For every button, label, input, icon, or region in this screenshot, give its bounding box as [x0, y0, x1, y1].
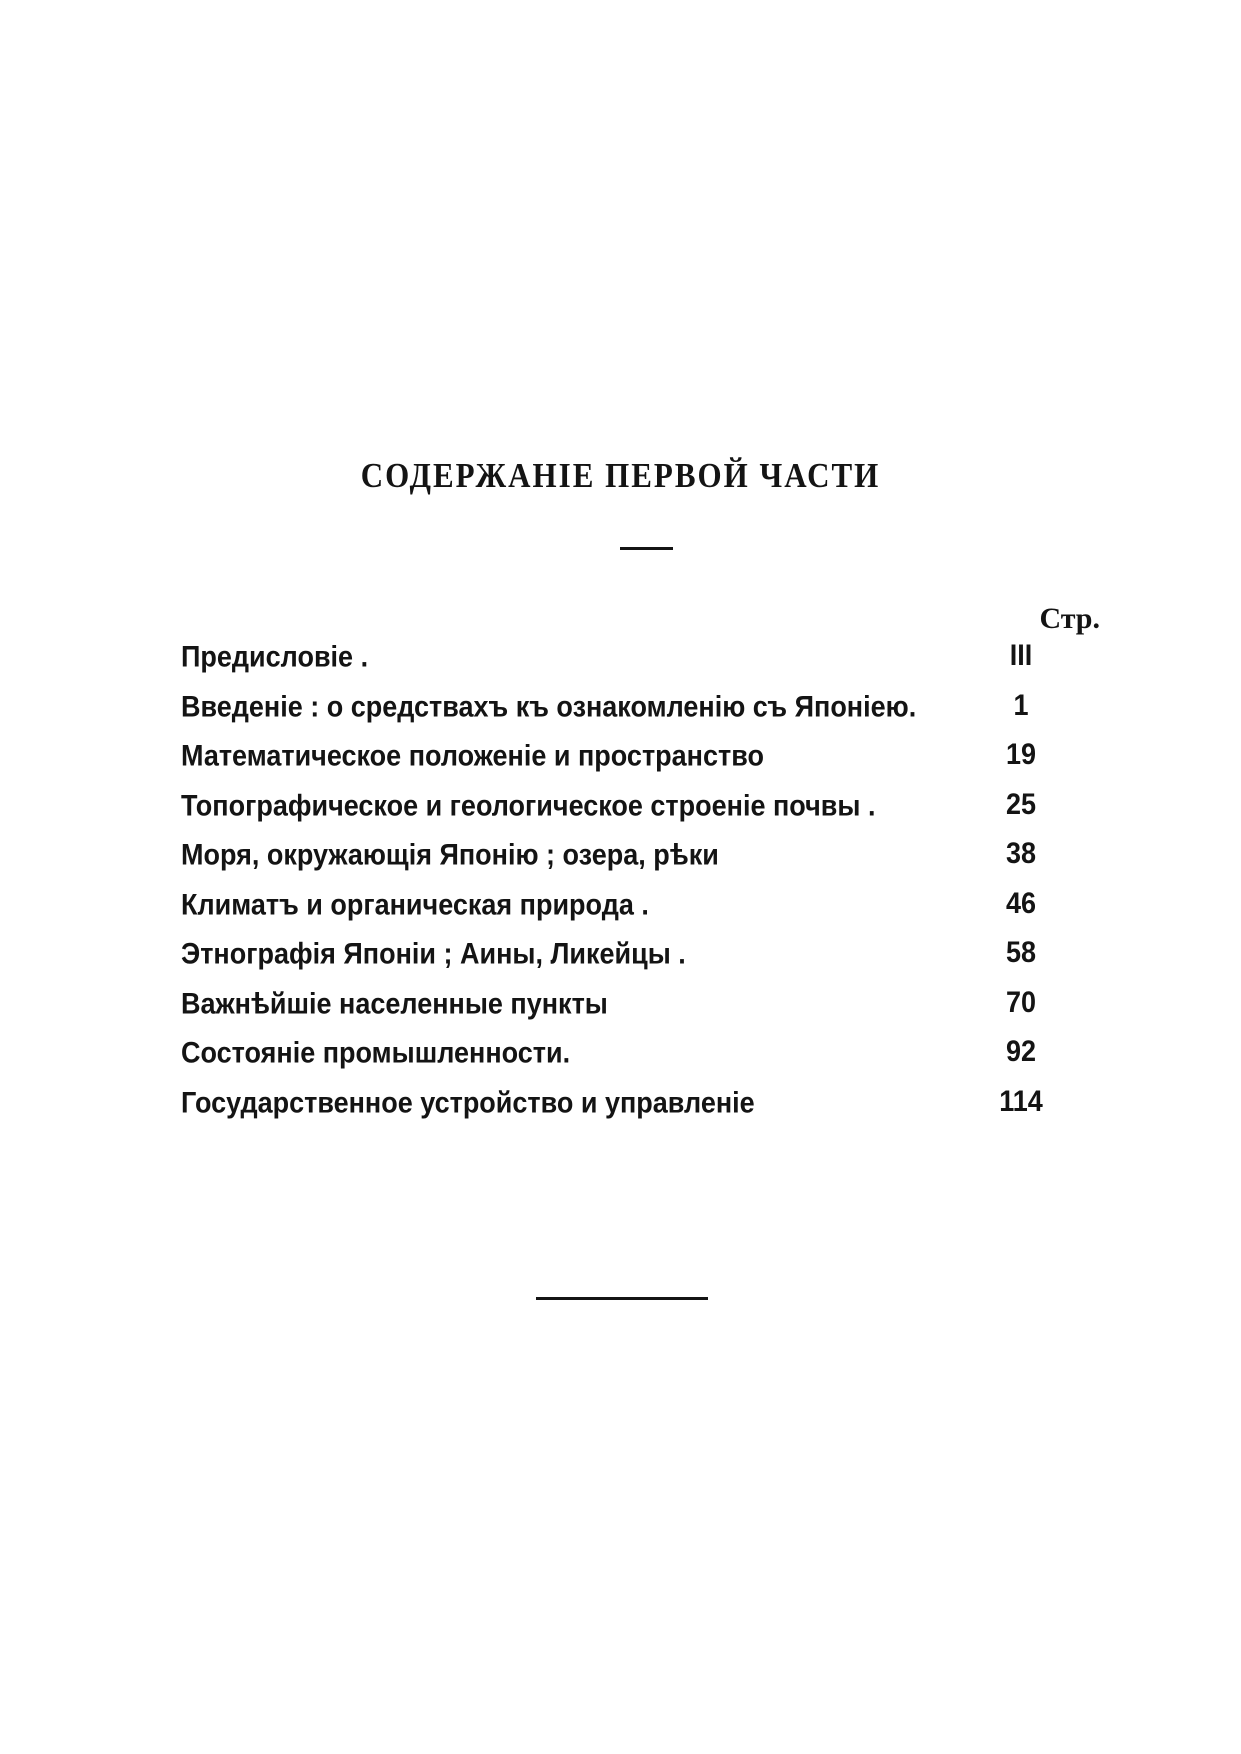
toc-row — [181, 687, 1061, 740]
toc-entry-title: Важнѣйшiе населенные пункты — [181, 986, 608, 1020]
toc-row — [181, 984, 1061, 1037]
toc-row — [181, 1036, 1061, 1086]
toc-entry-page: 58 — [1005, 935, 1037, 969]
toc-entry-title: Предисловiе . — [181, 640, 369, 673]
toc-entry-page: 25 — [1005, 786, 1037, 820]
page-column-header: Стр. — [1039, 602, 1100, 635]
table-of-contents — [181, 640, 1061, 1135]
page-title: СОДЕРЖАНIЕ ПЕРВОЙ ЧАСТИ — [360, 455, 881, 496]
toc-entry-page: 92 — [1005, 1034, 1037, 1068]
toc-entry-title: Математическое положенiе и пространство — [181, 739, 764, 772]
toc-entry-page: 70 — [1005, 984, 1037, 1018]
title-divider — [620, 547, 673, 550]
toc-entry-page: 1 — [1013, 687, 1029, 721]
toc-row — [181, 1083, 1061, 1136]
toc-entry-title: Этнографiя Японiи ; Аины, Ликейцы . — [181, 937, 686, 970]
toc-entry-title: Топографическое и геологическое строенiе почвы . — [181, 788, 876, 822]
toc-row — [181, 838, 1061, 888]
toc-entry-title: Моря, окружающiя Японiю ; озера, рѣки — [181, 838, 719, 871]
toc-row — [181, 739, 1061, 789]
toc-entry-title: Климатъ и органическая природа . — [181, 887, 649, 921]
toc-entry-page: III — [1009, 638, 1033, 672]
toc-entry-page: 19 — [1005, 737, 1037, 771]
toc-entry-page: 46 — [1005, 885, 1037, 919]
toc-entry-page: 114 — [999, 1083, 1043, 1117]
toc-row — [181, 937, 1061, 987]
toc-row — [181, 885, 1061, 938]
toc-row — [181, 640, 1061, 690]
toc-entry-title: Введенiе : о средствахъ къ ознакомленiю съ Японiею. — [181, 689, 917, 723]
toc-entry-title: Государственное устройство и управленiе — [181, 1085, 755, 1119]
toc-row — [181, 786, 1061, 839]
closing-rule — [536, 1297, 708, 1300]
toc-entry-page: 38 — [1005, 836, 1037, 870]
toc-entry-title: Состоянiе промышленности. — [181, 1036, 571, 1069]
